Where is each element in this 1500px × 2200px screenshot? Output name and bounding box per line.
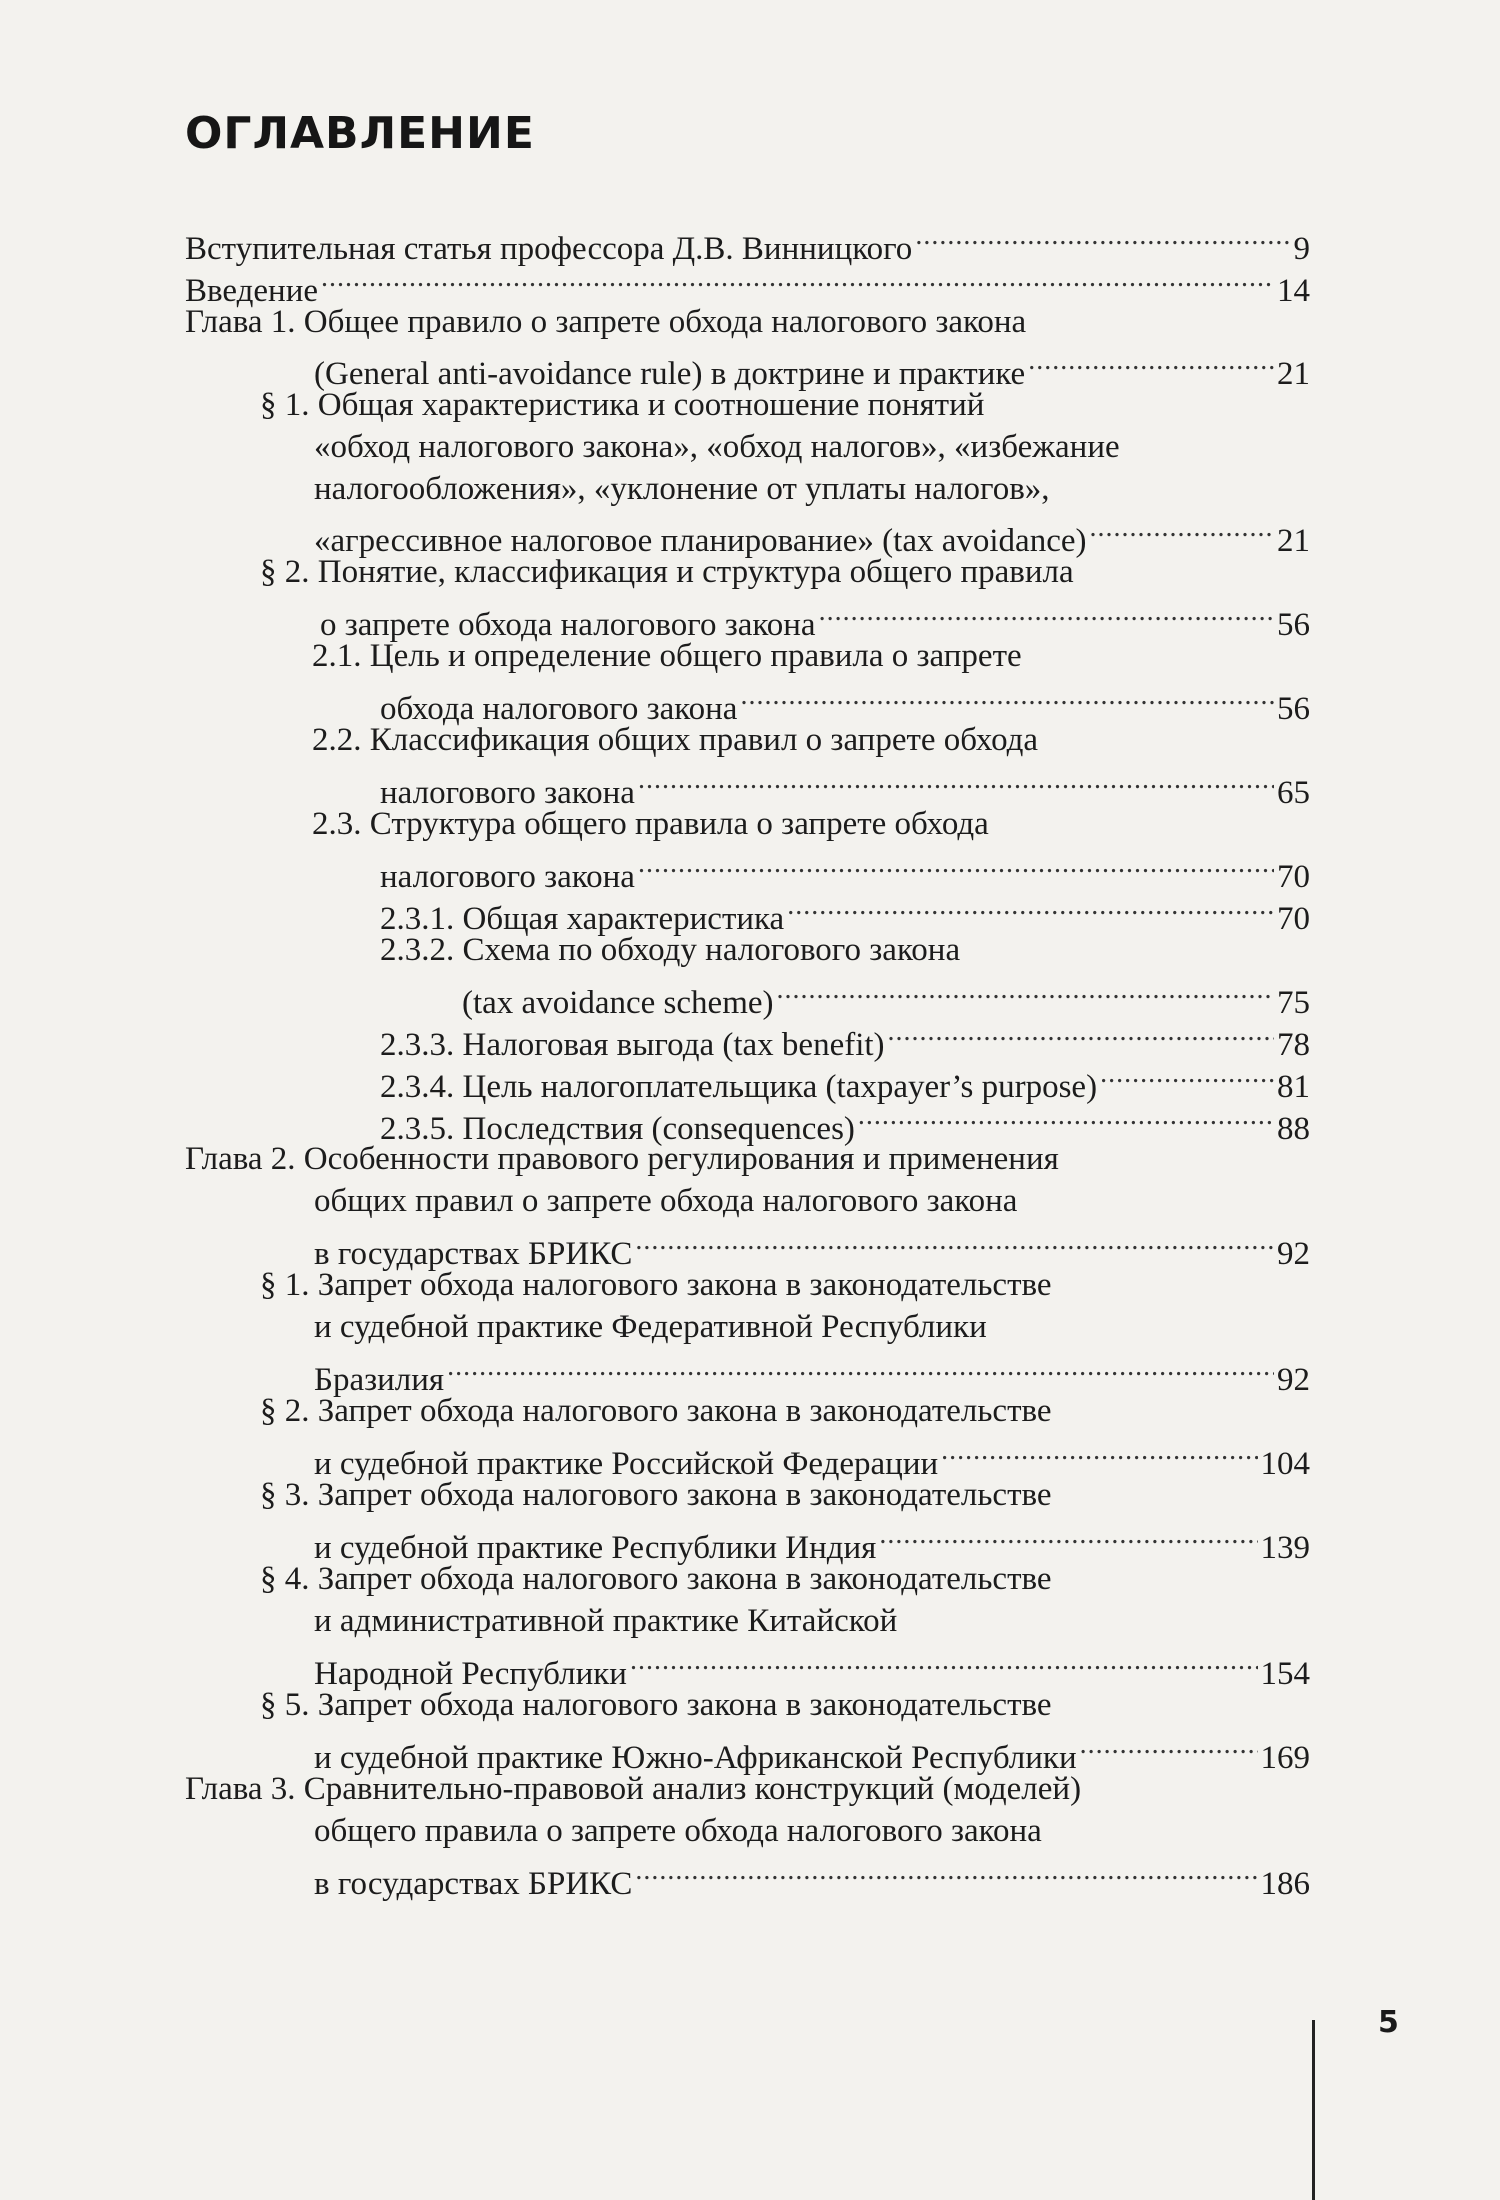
toc-leader-dots xyxy=(321,259,1274,301)
toc-entry-page: 88 xyxy=(1277,1111,1310,1147)
toc-entry xyxy=(260,1264,1310,1306)
toc-entry xyxy=(312,719,1310,761)
toc-entry-label: 2.3.3. Налоговая выгода (tax benefit) xyxy=(380,1027,885,1063)
toc-entry-page: 92 xyxy=(1277,1362,1310,1398)
toc-entry-page: 21 xyxy=(1277,523,1310,559)
toc-leader-dots xyxy=(638,845,1274,887)
toc-entry xyxy=(380,887,1310,937)
toc-entry-page: 139 xyxy=(1260,1530,1310,1566)
toc-entry-page: 70 xyxy=(1277,901,1310,937)
toc-entry-label: обхода налогового закона xyxy=(380,691,738,727)
toc-leader-dots xyxy=(819,593,1274,635)
toc-entry xyxy=(380,761,1310,811)
toc-entry-label: Введение xyxy=(185,273,319,309)
toc-entry-page: 154 xyxy=(1260,1656,1310,1692)
toc-leader-dots xyxy=(638,761,1274,803)
toc-leader-dots xyxy=(1100,1055,1274,1097)
toc-entry-label: «обход налогового закона», «обход налогов», «избежание xyxy=(314,429,1120,465)
toc-entry-page: 9 xyxy=(1293,231,1310,267)
toc-entry xyxy=(314,1432,1310,1482)
toc-entry xyxy=(260,1474,1310,1516)
toc-leader-dots xyxy=(858,1097,1274,1139)
toc-entry-label: § 1. Общая характеристика и соотношение понятий xyxy=(260,387,985,423)
toc-entry xyxy=(314,1516,1310,1566)
toc-entry-label: § 4. Запрет обхода налогового закона в законодательстве xyxy=(260,1561,1052,1597)
page-title: ОГЛАВЛЕНИЕ xyxy=(185,108,535,159)
toc-entry xyxy=(314,1726,1310,1776)
toc-entry xyxy=(314,509,1310,559)
toc-entry-label: в государствах БРИКС xyxy=(314,1236,633,1272)
toc-entry-label: 2.3.2. Схема по обходу налогового закона xyxy=(380,932,961,968)
toc-entry xyxy=(185,1768,1310,1810)
toc-entry xyxy=(260,1684,1310,1726)
toc-entry-page: 186 xyxy=(1260,1866,1310,1902)
toc-entry-label: и судебной практике Южно-Африканской Республики xyxy=(314,1740,1077,1776)
toc-entry xyxy=(260,384,1310,426)
toc-entry-label: § 1. Запрет обхода налогового закона в законодательстве xyxy=(260,1267,1052,1303)
toc-entry xyxy=(314,1180,1310,1222)
toc-entry xyxy=(185,1138,1310,1180)
toc-entry-label: (General anti-avoidance rule) в доктрине и практике xyxy=(314,356,1026,392)
toc-entry-label: Народной Республики xyxy=(314,1656,627,1692)
toc-entry xyxy=(314,1348,1310,1398)
toc-entry-label: 2.3.1. Общая характеристика xyxy=(380,901,785,937)
toc-entry xyxy=(185,259,1310,309)
toc-entry xyxy=(320,593,1310,643)
toc-entry-page: 21 xyxy=(1277,356,1310,392)
toc-leader-dots xyxy=(1080,1726,1258,1768)
toc-entry-label: Глава 1. Общее правило о запрете обхода налогового закона xyxy=(185,304,1027,340)
toc-leader-dots xyxy=(635,1222,1274,1264)
toc-entry xyxy=(314,342,1310,392)
toc-entry xyxy=(314,1852,1310,1902)
toc-entry-label: общего правила о запрете обхода налогового закона xyxy=(314,1813,1042,1849)
toc-entry xyxy=(312,635,1310,677)
toc-leader-dots xyxy=(941,1432,1257,1474)
toc-entry-label: и судебной практике Федеративной Республики xyxy=(314,1309,987,1345)
toc-entry-label: 2.2. Классификация общих правил о запрете обхода xyxy=(312,722,1039,758)
toc-entry-label: 2.1. Цель и определение общего правила о запрете xyxy=(312,638,1022,674)
toc-entry-page: 14 xyxy=(1277,273,1310,309)
toc-entry-label: и административной практике Китайской xyxy=(314,1603,898,1639)
toc-entry-label: § 5. Запрет обхода налогового закона в законодательстве xyxy=(260,1687,1052,1723)
toc-entry-label: Вступительная статья профессора Д.В. Винницкого xyxy=(185,231,913,267)
toc-entry-label: (tax avoidance scheme) xyxy=(462,985,774,1021)
toc-entry xyxy=(314,426,1310,468)
toc-entry-label: налогового закона xyxy=(380,775,635,811)
toc-leader-dots xyxy=(787,887,1274,929)
toc-entry-label: 2.3.5. Последствия (consequences) xyxy=(380,1111,855,1147)
toc-entry xyxy=(380,1013,1310,1063)
toc-entry-page: 81 xyxy=(1277,1069,1310,1105)
toc-entry xyxy=(380,845,1310,895)
toc-leader-dots xyxy=(777,971,1274,1013)
toc-entry xyxy=(260,1558,1310,1600)
toc-entry-label: и судебной практике Российской Федерации xyxy=(314,1446,939,1482)
toc-leader-dots xyxy=(635,1852,1257,1894)
toc-entry-label: Глава 2. Особенности правового регулирования и применения xyxy=(185,1141,1059,1177)
toc-leader-dots xyxy=(740,677,1274,719)
toc-leader-dots xyxy=(1090,509,1275,551)
toc-entry xyxy=(314,1222,1310,1272)
toc-entry-label: налогового закона xyxy=(380,859,635,895)
toc-leader-dots xyxy=(915,217,1290,259)
toc-entry-label: Глава 3. Сравнительно-правовой анализ конструкций (моделей) xyxy=(185,1771,1082,1807)
toc-leader-dots xyxy=(1028,342,1274,384)
toc-entry-label: в государствах БРИКС xyxy=(314,1866,633,1902)
toc-entry-page: 104 xyxy=(1260,1446,1310,1482)
toc-entry xyxy=(380,1055,1310,1105)
toc-entry-page: 78 xyxy=(1277,1027,1310,1063)
toc-leader-dots xyxy=(447,1348,1274,1390)
toc-leader-dots xyxy=(879,1516,1257,1558)
toc-entry xyxy=(260,551,1310,593)
toc-entry-label: «агрессивное налоговое планирование» (tax avoidance) xyxy=(314,523,1087,559)
toc-entry-label: Бразилия xyxy=(314,1362,445,1398)
toc-entry-label: § 3. Запрет обхода налогового закона в законодательстве xyxy=(260,1477,1052,1513)
toc-entry-label: о запрете обхода налогового закона xyxy=(320,607,816,643)
toc-entry xyxy=(185,301,1310,343)
toc-entry-label: и судебной практике Республики Индия xyxy=(314,1530,877,1566)
toc-entry-label: § 2. Запрет обхода налогового закона в законодательстве xyxy=(260,1393,1052,1429)
toc-entry-label: налогообложения», «уклонение от уплаты налогов», xyxy=(314,471,1050,507)
toc-entry-page: 56 xyxy=(1277,691,1310,727)
toc-entry-label: § 2. Понятие, классификация и структура общего правила xyxy=(260,554,1074,590)
toc-leader-dots xyxy=(888,1013,1274,1055)
toc-entry-page: 75 xyxy=(1277,985,1310,1021)
toc-entry xyxy=(462,971,1310,1021)
toc-entry-page: 56 xyxy=(1277,607,1310,643)
toc-entry-label: общих правил о запрете обхода налогового закона xyxy=(314,1183,1018,1219)
toc-entry xyxy=(314,1600,1310,1642)
toc-entry-label: 2.3.4. Цель налогоплательщика (taxpayer’s purpose) xyxy=(380,1069,1098,1105)
toc-entry-page: 92 xyxy=(1277,1236,1310,1272)
toc-entry xyxy=(380,677,1310,727)
toc-entry-page: 169 xyxy=(1260,1740,1310,1776)
page-number: 5 xyxy=(1378,2005,1399,2040)
toc-entry xyxy=(314,1810,1310,1852)
toc-entry xyxy=(312,803,1310,845)
toc-entry xyxy=(314,1642,1310,1692)
toc-entry-page: 65 xyxy=(1277,775,1310,811)
toc-leader-dots xyxy=(630,1642,1258,1684)
toc-entry xyxy=(185,217,1310,267)
toc-entry xyxy=(314,468,1310,510)
toc-entry xyxy=(380,1097,1310,1147)
toc-entry xyxy=(380,929,1310,971)
toc-entry-page: 70 xyxy=(1277,859,1310,895)
toc-entry xyxy=(260,1390,1310,1432)
toc-entry-label: 2.3. Структура общего правила о запрете обхода xyxy=(312,806,989,842)
toc-entry xyxy=(314,1306,1310,1348)
margin-rule xyxy=(1312,2020,1315,2200)
